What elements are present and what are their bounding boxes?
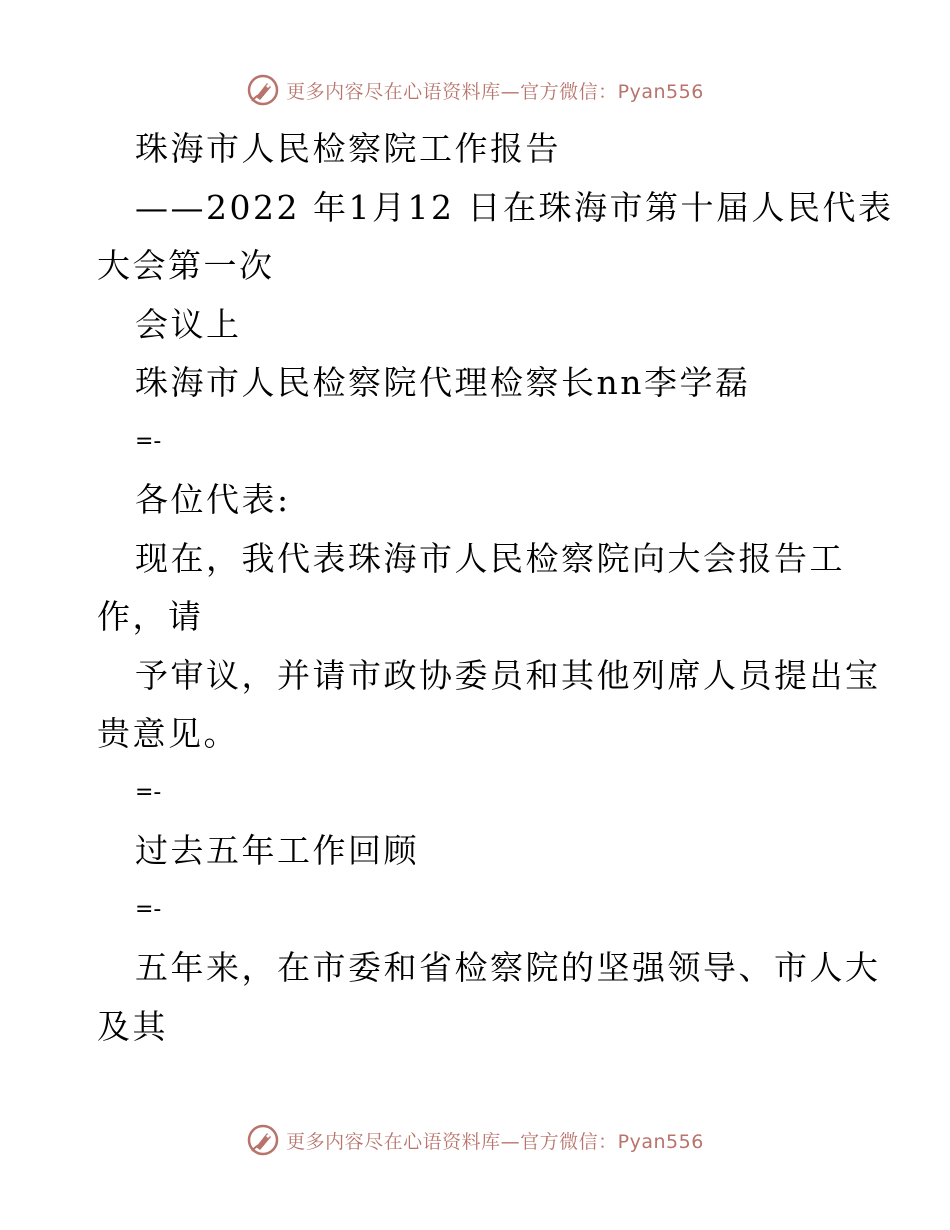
section-mark: =-: [135, 779, 162, 805]
section-mark: =-: [135, 896, 162, 922]
section-mark: =-: [135, 428, 162, 454]
paragraph-line: 现在，我代表珠海市人民检察院向大会报告工: [135, 538, 845, 578]
paragraph-line: 予审议，并请市政协委员和其他列席人员提出宝: [135, 655, 881, 695]
salutation: 各位代表:: [135, 480, 291, 519]
header-watermark: [0, 70, 950, 110]
section-heading: 过去五年工作回顾: [135, 831, 419, 870]
subtitle-line: ——2022 年1月12 日在珠海市第十届人民代表: [135, 187, 894, 227]
footer-watermark: [0, 1120, 950, 1160]
subtitle-line: 大会第一次: [97, 246, 275, 285]
pen-nib-logo-icon: [246, 1123, 280, 1157]
pen-nib-logo-icon: [246, 73, 280, 107]
document-title: 珠海市人民检察院工作报告: [135, 129, 561, 168]
subtitle-line: 会议上: [135, 304, 242, 344]
paragraph-line: 五年来，在市委和省检察院的坚强领导、市人大: [135, 948, 881, 987]
paragraph-line: 作，请: [97, 597, 204, 636]
paragraph-line: 及其: [97, 1006, 168, 1046]
document-body: [97, 120, 894, 1056]
watermark-text: 更多内容尽在心语资料库—官方微信：Pyan556: [286, 80, 704, 103]
paragraph-line: 贵意见。: [97, 714, 239, 753]
author-line: 珠海市人民检察院代理检察长nn李学磊: [135, 363, 751, 402]
watermark-text: 更多内容尽在心语资料库—官方微信：Pyan556: [286, 1130, 704, 1153]
